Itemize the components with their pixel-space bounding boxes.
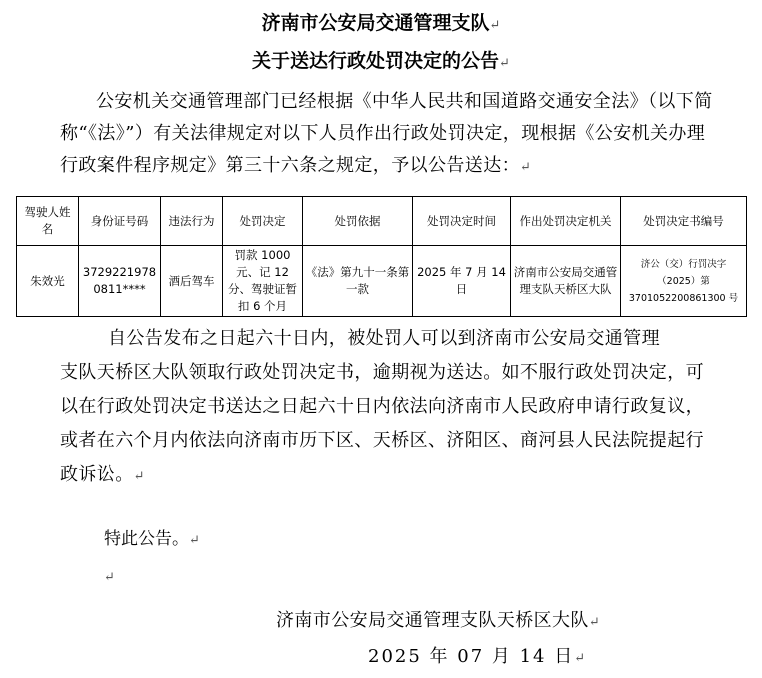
- header-document-no: 处罚决定书编号: [621, 197, 747, 246]
- intro-line-3: 办理行政案件程序规定》第三十六条之规定，予以公告送达：: [60, 123, 706, 176]
- cell-driver: 朱效光: [17, 246, 79, 317]
- title-text: 关于送达行政处罚决定的公告: [252, 50, 500, 72]
- cell-authority: 济南市公安局交通管理支队天桥区大队: [511, 246, 621, 317]
- header-decision-time: 处罚决定时间: [413, 197, 511, 246]
- notice-rest: 支队天桥区大队领取行政处罚决定书，逾期视为送达。如不服行政处罚决定，可以在行政处罚决定书送达之日起六十日内依法向济南市人民政府申请行政复议，或者在六个月内依法向济南市历下区、天桥区、济阳区、商河县人民法院提起行政诉讼。: [60, 362, 704, 485]
- paragraph-mark-icon: ↵: [588, 615, 601, 630]
- header-authority: 作出处罚决定机关: [511, 197, 621, 246]
- table-header-row: [17, 197, 747, 246]
- signature-date-text: 2025 年 07 月 14 日: [368, 646, 575, 667]
- notice-line-1: 自公告发布之日起六十日内，被处罚人可以到济南市公安局交通管理: [108, 328, 660, 349]
- blank-line: [104, 570, 115, 585]
- cell-decision-time: 2025 年 7 月 14 日: [413, 246, 511, 317]
- paragraph-mark-icon: ↵: [499, 56, 510, 71]
- cell-basis: 《法》第九十一条第一款: [303, 246, 413, 317]
- notice-paragraph-line-1: [108, 322, 714, 356]
- paragraph-mark-icon: ↵: [489, 18, 501, 33]
- title-text: 济南市公安局交通管理支队: [261, 12, 490, 34]
- cell-document-no: 济公（交）行罚决字（2025）第 3701052200861300 号: [621, 246, 747, 317]
- table-row: [17, 246, 747, 317]
- cell-id-number: 37292219780811****: [79, 246, 161, 317]
- intro-paragraph: [60, 86, 720, 184]
- signature-organization: [276, 606, 600, 632]
- cell-penalty: 罚款 1000 元、记 12 分、驾驶证暂扣 6 个月: [223, 246, 303, 317]
- signature-date: [368, 642, 587, 668]
- header-penalty: 处罚决定: [223, 197, 303, 246]
- notice-title-line-1: [0, 8, 762, 35]
- header-violation: 违法行为: [161, 197, 223, 246]
- cell-violation: 酒后驾车: [161, 246, 223, 317]
- special-text: 特此公告。: [104, 529, 189, 549]
- notice-title-line-2: [0, 46, 762, 73]
- paragraph-mark-icon: ↵: [520, 160, 532, 175]
- special-notice: [104, 524, 200, 549]
- penalty-table: [16, 196, 747, 317]
- paragraph-mark-icon: ↵: [104, 570, 115, 585]
- intro-line-1: 公安机关交通管理部门已经根据《中华人民共和国道路交通安全法》（以下: [96, 91, 695, 112]
- paragraph-mark-icon: ↵: [133, 469, 145, 484]
- paragraph-mark-icon: ↵: [189, 533, 200, 548]
- paragraph-mark-icon: ↵: [574, 651, 588, 666]
- notice-paragraph-rest: [60, 356, 720, 494]
- header-id-number: 身份证号码: [79, 197, 161, 246]
- header-basis: 处罚依据: [303, 197, 413, 246]
- signature-org-text: 济南市公安局交通管理支队天桥区大队: [276, 610, 589, 631]
- header-driver: 驾驶人姓名: [17, 197, 79, 246]
- intro-line-2: 简称“《法》”）有关法律规定对以下人员作出行政处罚决定，现根据《公安机关: [60, 91, 713, 144]
